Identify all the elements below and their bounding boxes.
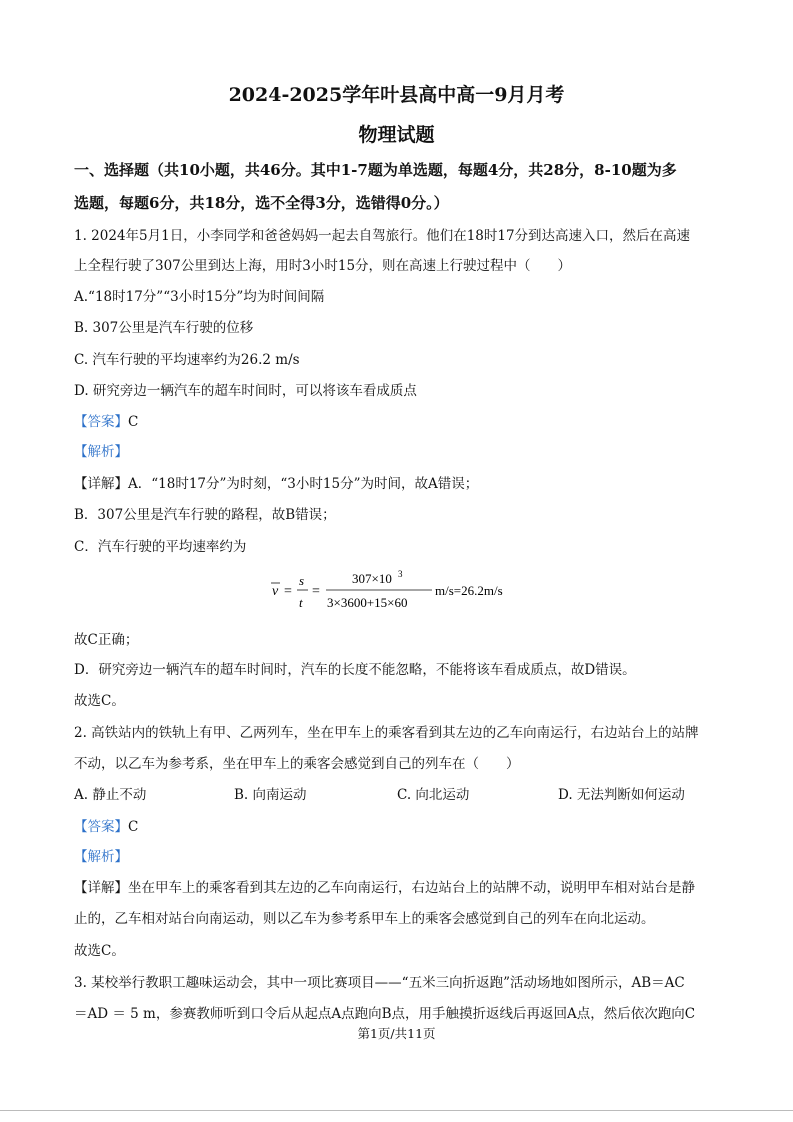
formula-s: s bbox=[299, 573, 305, 588]
q1-stem-line2: 上全程行驶了307公里到达上海，用时3小时15分，则在高速上行驶过程中（ ） bbox=[74, 258, 572, 274]
q1-answer bbox=[74, 412, 724, 432]
q2-option-d: D. 无法判断如何运动 bbox=[558, 787, 685, 803]
q1-detail-line5: D．研究旁边一辆汽车的超车时间时，汽车的长度不能忽略，不能将该车看成质点，故D错误。 bbox=[74, 662, 636, 678]
q2-option-c: C. 向北运动 bbox=[397, 787, 470, 803]
detail-text: 坐在甲车上的乘客看到其左边的乙车向南运行，右边站台上的站牌不动，说明甲车相对站台是静 bbox=[128, 880, 695, 896]
formula-exponent: 3 bbox=[398, 569, 403, 579]
answer-value: C bbox=[128, 819, 139, 835]
formula-denominator: 3×3600+15×60 bbox=[327, 595, 408, 610]
page-subtitle: 物理试题 bbox=[358, 124, 435, 146]
detail-text: A．“18时17分”为时刻，“3小时15分”为时间，故A错误； bbox=[128, 476, 479, 492]
q2-detail-line2: 止的，乙车相对站台向南运动，则以乙车为参考系甲车上的乘客会感觉到自己的列车在向北运动。 bbox=[74, 911, 655, 927]
section-heading-line2: 选题，每题6分，共18分，选不全得3分，选错得0分。） bbox=[74, 194, 449, 212]
q2-detail-line1 bbox=[74, 878, 724, 898]
q1-option-d: D. 研究旁边一辆汽车的超车时间时，可以将该车看成质点 bbox=[74, 383, 417, 399]
page-title: 2024-2025学年叶县高中高一9月月考 bbox=[228, 84, 565, 106]
q2-analysis-tag: 【解析】 bbox=[74, 849, 128, 865]
q2-choose: 故选C。 bbox=[74, 943, 125, 959]
average-speed-formula bbox=[270, 566, 530, 616]
formula-eq2: = bbox=[312, 584, 320, 599]
formula-eq1: = bbox=[284, 584, 292, 599]
formula-v: v bbox=[272, 584, 279, 599]
q2-stem-line1: 2. 高铁站内的铁轨上有甲、乙两列车，坐在甲车上的乘客看到其左边的乙车向南运行，右边站台上的站牌 bbox=[74, 725, 699, 741]
q3-stem-line1: 3. 某校举行教职工趣味运动会，其中一项比赛项目——“五米三向折返跑”活动场地如图所示，AB＝AC bbox=[74, 975, 685, 991]
page-bottom-rule bbox=[0, 1110, 793, 1111]
q1-option-c: C. 汽车行驶的平均速率约为26.2 m/s bbox=[74, 352, 300, 368]
formula-numerator: 307×10 bbox=[352, 571, 392, 586]
q1-choose: 故选C。 bbox=[74, 693, 125, 709]
q1-detail-line4: 故C正确； bbox=[74, 632, 139, 648]
q1-option-b: B. 307公里是汽车行驶的位移 bbox=[74, 320, 254, 336]
q3-stem-line2: ＝AD ＝ 5 m，参赛教师听到口令后从起点A点跑向B点，用手触摸折返线后再返回A点，然后依次跑向C bbox=[74, 1006, 696, 1022]
answer-tag: 【答案】 bbox=[74, 414, 128, 430]
answer-tag: 【答案】 bbox=[74, 819, 128, 835]
q2-option-a: A. 静止不动 bbox=[74, 787, 147, 803]
q2-option-b: B. 向南运动 bbox=[234, 787, 307, 803]
page-footer: 第1页/共11页 bbox=[357, 1026, 436, 1041]
answer-value: C bbox=[128, 414, 139, 430]
q1-detail-line1 bbox=[74, 474, 724, 494]
section-heading-line1: 一、选择题（共10小题，共46分。其中1-7题为单选题，每题4分，共28分，8-10题为多 bbox=[74, 161, 677, 179]
q1-detail-line3: C．汽车行驶的平均速率约为 bbox=[74, 539, 247, 555]
q2-stem-line2: 不动，以乙车为参考系，坐在甲车上的乘客会感觉到自己的列车在（ ） bbox=[74, 756, 520, 772]
formula-t: t bbox=[299, 595, 303, 610]
q1-stem-line1: 1. 2024年5月1日，小李同学和爸爸妈妈一起去自驾旅行。他们在18时17分到达高速入口，然后在高速 bbox=[74, 228, 691, 244]
q1-option-a: A.“18时17分”“3小时15分”均为时间间隔 bbox=[74, 289, 325, 305]
q1-analysis-tag: 【解析】 bbox=[74, 444, 128, 460]
detail-tag: 【详解】 bbox=[74, 476, 128, 492]
formula-result: m/s=26.2m/s bbox=[435, 583, 503, 598]
q2-answer bbox=[74, 817, 724, 837]
detail-tag: 【详解】 bbox=[74, 880, 128, 896]
q1-detail-line2: B．307公里是汽车行驶的路程，故B错误； bbox=[74, 507, 336, 523]
